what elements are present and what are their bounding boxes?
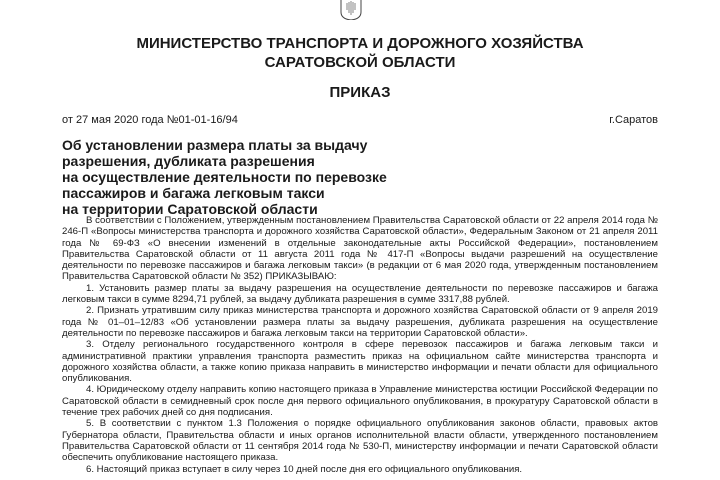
order-item-6: 6. Настоящий приказ вступает в силу через 10 дней после дня его официального опубликования. [86,463,523,475]
order-item-4: 4. Юридическому отделу направить копию настоящего приказа в Управление министерства юстиции Российской Федерации по Саратовской области в семидневный срок после дня первого официального опубликования, в прокуратуру Саратовской области в течение трех рабочих дней со дня подписания. [62,384,658,419]
order-item-3: 3. Отделу регионального государственного контроля в сфере перевозок пассажиров и багажа легковым такси и административной практики управления транспорта разместить приказ на официальном сайте министерства транспорта и дорожного хозяйства области, а также копию приказа направить в министерство информации и печати области для официального опубликования. [62,339,658,385]
document-type: ПРИКАЗ [329,84,391,101]
order-item-1: 1. Установить размер платы за выдачу разрешения на осуществление деятельности по перевозке пассажиров и багажа легковым такси в сумме 8294,71 рублей, за выдачу дубликата разрешения в сумме 3317,88 рублей. [62,282,658,306]
order-item-2: 2. Признать утратившим силу приказ министерства транспорта и дорожного хозяйства Саратовской области от 9 апреля 2019 года № 01–01–12/83 «Об установлении размера платы за выдачу разрешения, дубликата разрешения на осуществление деятельности по перевозке пассажиров и багажа легковым такси на территории Саратовской области». [62,305,658,339]
ministry-name-line-2: САРАТОВСКОЙ ОБЛАСТИ [264,54,456,71]
subject-line: пассажиров и багажа легковым такси [62,185,325,201]
order-body [62,215,658,475]
subject-line: разрешения, дубликата разрешения [62,153,315,169]
order-city: г.Саратов [609,114,658,126]
order-item-5: 5. В соответствии с пунктом 1.3 Положения о порядке официального опубликования законов области, правовых актов Губернатора области, Правительства области и иных органов исполнительной власти области, утвержденного постановлением Правительства Саратовской области от 11 сентября 2014 года № 530-П, министерству информации и печати Саратовской области обеспечить опубликование настоящего приказа. [62,418,658,464]
subject-line: на осуществление деятельности по перевозке [62,169,387,185]
order-date-number: от 27 мая 2020 года №01-01-16/94 [62,114,238,126]
ministry-name-line-1: МИНИСТЕРСТВО ТРАНСПОРТА И ДОРОЖНОГО ХОЗЯЙСТВА [136,35,584,52]
subject-line: Об установлении размера платы за выдачу [62,137,368,153]
preamble-paragraph: В соответствии с Положением, утвержденным постановлением Правительства Саратовской области от 22 апреля 2014 года № 246-П «Вопросы министерства транспорта и дорожного хозяйства Саратовской области», Федеральным Законом от 21 апреля 2011 года № 69-ФЗ «О внесении изменений в отдельные законодательные акты Российской Федерации», постановлением Правительства Саратовской области от 11 августа 2011 года № 417-П «Вопросы выдачи разрешений на осуществление деятельности по перевозке пассажиров и багажа легковым такси» (в редакции от 6 мая 2020 года, утвержденным постановлением Правительства Саратовской области № 352) ПРИКАЗЫВАЮ: [62,215,658,283]
coat-of-arms-icon [335,0,367,20]
subject-line: на территории Саратовской области [62,201,318,217]
order-subject [62,137,387,217]
